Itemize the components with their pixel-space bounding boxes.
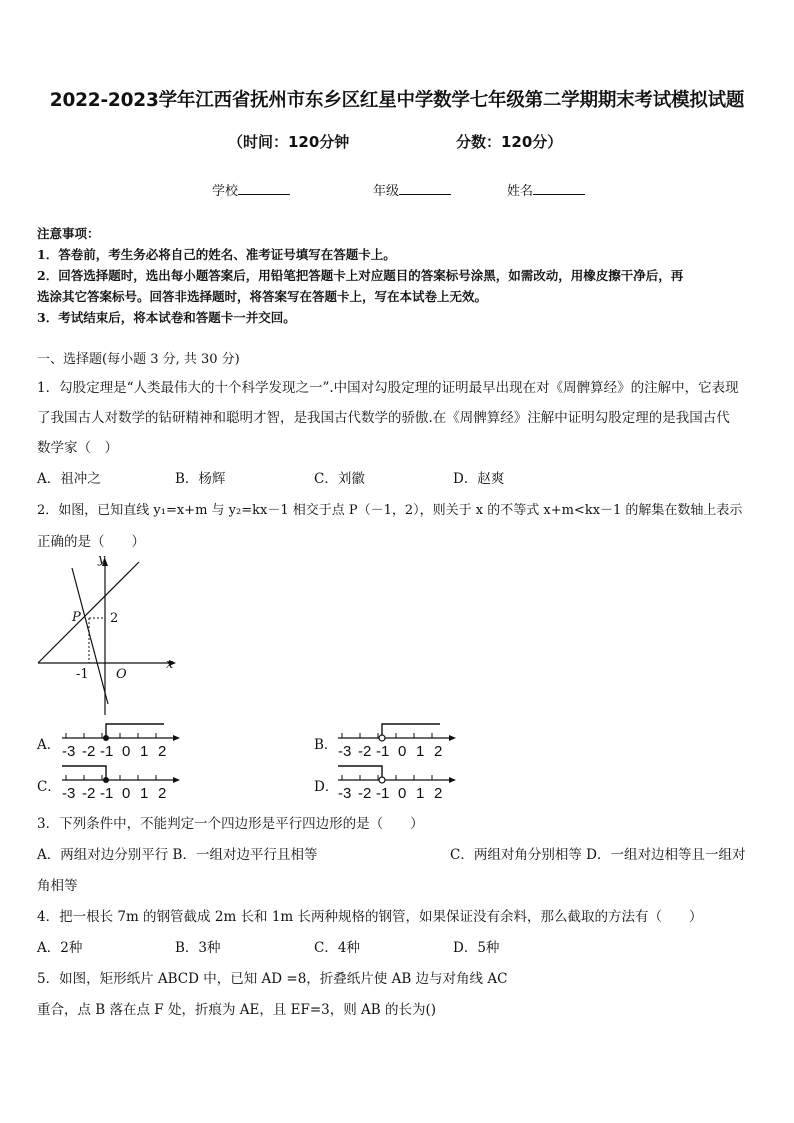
q3-options-cd: C．两组对角分别相等 D．一组对边相等且一组对 xyxy=(450,847,746,863)
axis-arrow xyxy=(449,735,456,741)
school-field xyxy=(212,180,290,199)
tick-label: -3 xyxy=(62,785,76,802)
tick-label: -1 xyxy=(376,785,390,802)
q2-option-a-numberline xyxy=(60,720,182,760)
tick-label: -2 xyxy=(358,785,372,802)
q3-line-1: 3．下列条件中，不能判定一个四边形是平行四边形的是（ ） xyxy=(37,816,424,832)
q2-option-c-label: C． xyxy=(37,779,61,795)
ticks xyxy=(342,775,432,780)
tick-label: 0 xyxy=(122,785,131,802)
y-tick-2: 2 xyxy=(110,611,119,626)
q1-line-1: 1．勾股定理是“人类最伟大的十个科学发现之一”.中国对勾股定理的证明最早出现在对《周髀算经》的注解中，它表现 xyxy=(37,380,739,396)
solid-point xyxy=(103,735,109,741)
page-title: 2022-2023学年江西省抚州市东乡区红星中学数学七年级第二学期期末考试模拟试题 xyxy=(49,90,745,111)
q3-options-ab: A．两组对边分别平行 B．一组对边平行且相等 xyxy=(37,847,318,863)
solid-point xyxy=(103,777,109,783)
tick-label: 2 xyxy=(434,743,443,760)
line-y2 xyxy=(72,568,108,704)
tick-label: -3 xyxy=(338,743,352,760)
school-label: 学校 xyxy=(212,184,239,199)
tick-label: 0 xyxy=(398,743,407,760)
ticks xyxy=(66,733,156,738)
tick-label: 2 xyxy=(158,743,167,760)
q2-option-c-numberline xyxy=(60,762,182,802)
q5-line-2: 重合，点 B 落在点 F 处，折痕为 AE，且 EF=3，则 AB 的长为() xyxy=(37,1002,437,1018)
axis-arrow xyxy=(173,777,180,783)
tick-label: 2 xyxy=(158,785,167,802)
q3-line-3: 角相等 xyxy=(37,878,78,894)
tick-label: -1 xyxy=(100,785,114,802)
solution-ray xyxy=(106,724,164,738)
grade-blank xyxy=(399,182,451,195)
ticks xyxy=(66,775,156,780)
tick-label: 0 xyxy=(122,743,131,760)
axis-arrow xyxy=(449,777,456,783)
q1-option-b: B．杨辉 xyxy=(175,471,226,487)
q2-option-b-numberline xyxy=(336,720,458,760)
tick-label: -3 xyxy=(62,743,76,760)
tick-label: 1 xyxy=(416,785,425,802)
hollow-point xyxy=(379,777,385,783)
notice-line-3: 3．考试结束后，将本试卷和答题卡一并交回。 xyxy=(37,310,296,325)
exam-score: 分数：120分） xyxy=(456,133,563,151)
q2-line-1: 2．如图，已知直线 y₁=x+m 与 y₂=kx－1 相交于点 P（－1，2），则关于 x 的不等式 x+m<kx－1 的解集在数轴上表示 xyxy=(37,503,743,518)
q2-option-a-label: A． xyxy=(37,737,61,753)
name-blank xyxy=(533,182,585,195)
q2-line-2: 正确的是（ ） xyxy=(37,534,145,550)
exam-time: （时间：120分钟 xyxy=(228,133,350,151)
tick-label: -3 xyxy=(338,785,352,802)
name-field xyxy=(507,180,585,199)
axis-arrow xyxy=(173,735,180,741)
tick-label: -1 xyxy=(376,743,390,760)
notice-heading: 注意事项： xyxy=(37,226,100,241)
tick-label: -1 xyxy=(100,743,114,760)
tick-label: -2 xyxy=(82,785,96,802)
origin-label: O xyxy=(116,667,127,682)
tick-label: 2 xyxy=(434,785,443,802)
q2-option-d-label: D． xyxy=(314,779,339,795)
notice-line-2b: 选涂其它答案标号。回答非选择题时，将答案写在答题卡上，写在本试卷上无效。 xyxy=(37,289,488,304)
q1-line-3: 数学家（ ） xyxy=(37,440,118,456)
grade-label: 年级 xyxy=(373,184,400,199)
tick-label: 1 xyxy=(416,743,425,760)
section-heading: 一、选择题(每小题 3 分, 共 30 分) xyxy=(37,352,240,367)
q1-line-2: 了我国古人对数学的钻研精神和聪明才智，是我国古代数学的骄傲.在《周髀算经》注解中证明勾股定理的是我国古代 xyxy=(37,410,730,426)
solution-ray xyxy=(382,724,440,738)
notice-line-1: 1．答卷前，考生务必将自己的姓名、准考证号填写在答题卡上。 xyxy=(37,247,396,262)
hollow-point xyxy=(379,735,385,741)
q1-option-c: C．刘徽 xyxy=(314,471,365,487)
x-label: x xyxy=(166,657,174,672)
q1-option-a: A．祖冲之 xyxy=(37,471,101,487)
tick-label: 1 xyxy=(140,785,149,802)
q4-option-a: A．2种 xyxy=(37,940,83,956)
ticks xyxy=(342,733,432,738)
x-tick-neg1: -1 xyxy=(76,667,89,682)
notice-line-2a: 2．回答选择题时，选出每小题答案后，用铅笔把答题卡上对应题目的答案标号涂黑，如需改动，用橡皮擦干净后，再 xyxy=(37,268,684,283)
q2-option-b-label: B． xyxy=(314,737,338,753)
q4-option-d: D．5种 xyxy=(453,940,500,956)
y-label: y xyxy=(98,552,106,567)
tick-label: -2 xyxy=(82,743,96,760)
q1-option-d: D．赵爽 xyxy=(453,471,505,487)
tick-label: 0 xyxy=(398,785,407,802)
q2-graph xyxy=(36,550,186,720)
name-label: 姓名 xyxy=(507,184,534,199)
grade-field xyxy=(373,180,451,199)
q4-option-c: C．4种 xyxy=(314,940,360,956)
q5-line-1: 5．如图，矩形纸片 ABCD 中，已知 AD =8，折叠纸片使 AB 边与对角线 AC xyxy=(37,971,508,987)
q4-option-b: B．3种 xyxy=(175,940,221,956)
q4-line-1: 4．把一根长 7m 的钢管截成 2m 长和 1m 长两种规格的钢管，如果保证没有余料，那么截取的方法有（ ） xyxy=(37,909,703,925)
tick-label: 1 xyxy=(140,743,149,760)
tick-label: -2 xyxy=(358,743,372,760)
q2-option-d-numberline xyxy=(336,762,458,802)
point-p-label: P xyxy=(72,610,81,625)
school-blank xyxy=(238,182,290,195)
